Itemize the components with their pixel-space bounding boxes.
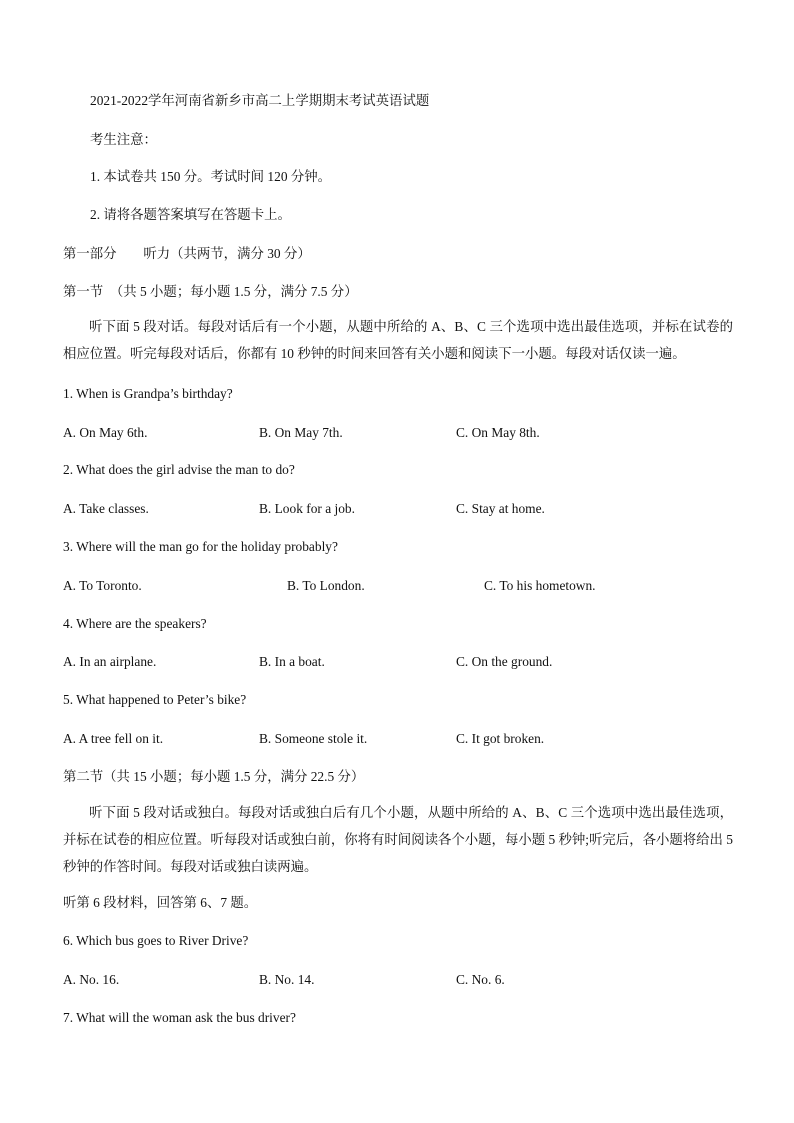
answer-option: B. On May 7th. xyxy=(259,425,343,440)
answer-option: B. Look for a job. xyxy=(259,501,355,516)
section-heading: 第二节（共 15 小题；每小题 1.5 分，满分 22.5 分） xyxy=(63,769,365,784)
section-instructions: 听下面 5 段对话或独白。每段对话或独白后有几个小题，从题中所给的 A、B、C 三个选项中选出最佳选项，并标在试卷的相应位置。听每段对话或独白前，你将有时间阅读各个小题，每小题 5 秒钟;听完后，各小题将给出 5 秒钟的作答时间。每段对话或独白读两遍。 xyxy=(63,805,733,874)
answer-option: C. It got broken. xyxy=(456,731,545,746)
notice-item: 1. 本试卷共 150 分。考试时间 120 分钟。 xyxy=(90,169,332,184)
question-stem: 5. What happened to Peter’s bike? xyxy=(63,692,247,707)
answer-option: A. To Toronto. xyxy=(63,578,142,593)
answer-option: A. On May 6th. xyxy=(63,425,148,440)
exam-title: 2021-2022学年河南省新乡市高二上学期期末考试英语试题 xyxy=(90,93,430,108)
question-stem: 1. When is Grandpa’s birthday? xyxy=(63,386,233,401)
answer-option: B. To London. xyxy=(287,578,365,593)
section-heading: 第一节 （共 5 小题；每小题 1.5 分，满分 7.5 分） xyxy=(63,284,358,299)
answer-option: A. A tree fell on it. xyxy=(63,731,164,746)
answer-option: B. In a boat. xyxy=(259,654,325,669)
answer-option: C. On the ground. xyxy=(456,654,553,669)
answer-option: B. No. 14. xyxy=(259,972,315,987)
answer-option: C. No. 6. xyxy=(456,972,505,987)
material-note: 听第 6 段材料，回答第 6、7 题。 xyxy=(63,895,258,910)
part-heading: 第一部分 听力（共两节，满分 30 分） xyxy=(63,246,311,261)
notice-item: 2. 请将各题答案填写在答题卡上。 xyxy=(90,207,291,222)
answer-option: A. No. 16. xyxy=(63,972,120,987)
question-stem: 2. What does the girl advise the man to do? xyxy=(63,462,295,477)
section-instructions: 听下面 5 段对话。每段对话后有一个小题，从题中所给的 A、B、C 三个选项中选出最佳选项，并标在试卷的相应位置。听完每段对话后，你都有 10 秒钟的时间来回答有关小题和阅读下一小题。每段对话仅读一遍。 xyxy=(63,319,733,361)
answer-option: A. In an airplane. xyxy=(63,654,157,669)
answer-option: B. Someone stole it. xyxy=(259,731,368,746)
answer-option: C. On May 8th. xyxy=(456,425,540,440)
question-stem: 4. Where are the speakers? xyxy=(63,616,207,631)
notice-heading: 考生注意： xyxy=(90,132,157,147)
question-stem: 3. Where will the man go for the holiday probably? xyxy=(63,539,338,554)
answer-option: C. To his hometown. xyxy=(484,578,596,593)
answer-option: A. Take classes. xyxy=(63,501,149,516)
question-stem: 7. What will the woman ask the bus driver? xyxy=(63,1010,296,1025)
answer-option: C. Stay at home. xyxy=(456,501,545,516)
question-stem: 6. Which bus goes to River Drive? xyxy=(63,933,249,948)
